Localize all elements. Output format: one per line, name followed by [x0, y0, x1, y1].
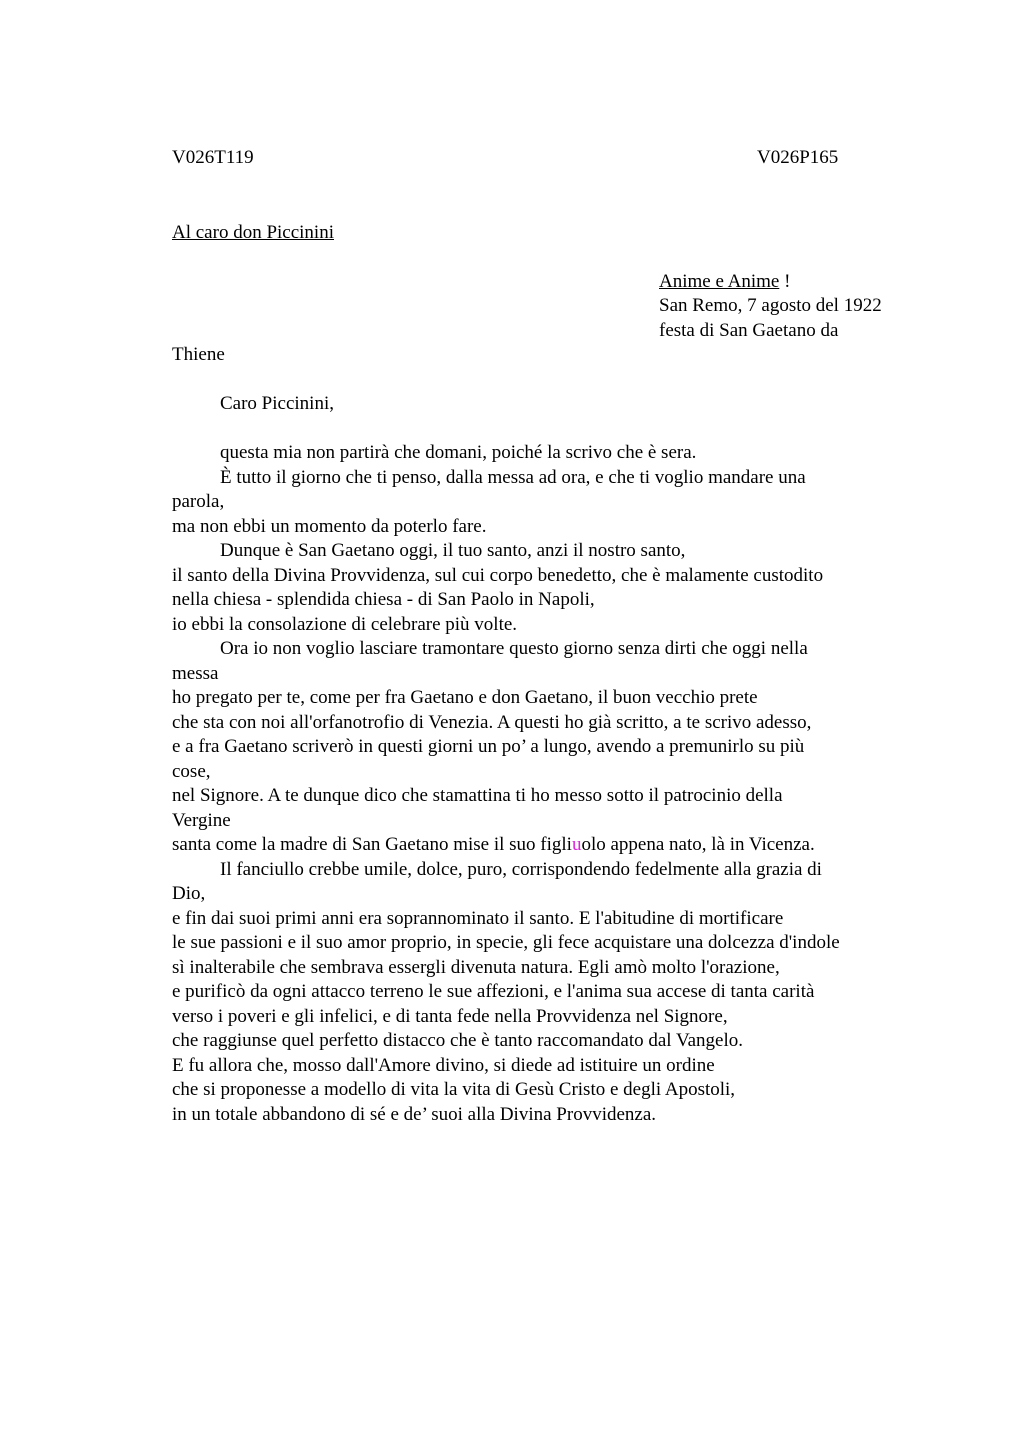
- body-line: Ora io non voglio lasciare tramontare questo giorno senza dirti che oggi nella: [220, 638, 808, 659]
- feast-continuation: Thiene: [172, 344, 225, 365]
- body-line: messa: [172, 663, 219, 684]
- body-line: e purificò da ogni attacco terreno le sue affezioni, e l'anima sua accese di tanta carità: [172, 981, 815, 1002]
- motto-suffix: !: [779, 271, 791, 292]
- address-line: Al caro don Piccinini: [172, 222, 334, 243]
- body-line: Il fanciullo crebbe umile, dolce, puro, corrispondendo fedelmente alla grazia di: [220, 859, 822, 880]
- highlighted-letter: u: [571, 834, 582, 855]
- body-line: e fin dai suoi primi anni era soprannominato il santo. E l'abitudine di mortificare: [172, 908, 784, 929]
- body-line: Dunque è San Gaetano oggi, il tuo santo, anzi il nostro santo,: [220, 540, 686, 561]
- body-line: che sta con noi all'orfanotrofio di Venezia. A questi ho già scritto, a te scrivo adesso,: [172, 712, 812, 733]
- body-line: E fu allora che, mosso dall'Amore divino, si diede ad istituire un ordine: [172, 1055, 715, 1076]
- header-right-code: V026P165: [757, 147, 839, 168]
- body-line: questa mia non partirà che domani, poiché la scrivo che è sera.: [220, 442, 697, 463]
- feast-line: festa di San Gaetano da: [659, 320, 839, 341]
- place-date: San Remo, 7 agosto del 1922: [659, 295, 882, 316]
- body-line-part: olo appena nato, là in Vicenza.: [581, 834, 815, 855]
- header-left-code: V026T119: [172, 147, 254, 168]
- body-line: il santo della Divina Provvidenza, sul cui corpo benedetto, che è malamente custodito: [172, 565, 824, 586]
- body-line: che raggiunse quel perfetto distacco che è tanto raccomandato dal Vangelo.: [172, 1030, 743, 1051]
- body-line: e a fra Gaetano scriverò in questi giorni un po’ a lungo, avendo a premunirlo su più: [172, 736, 805, 757]
- body-line: ho pregato per te, come per fra Gaetano e don Gaetano, il buon vecchio prete: [172, 687, 758, 708]
- body-line-part: santa come la madre di San Gaetano mise il suo figli: [172, 834, 572, 855]
- body-line: È tutto il giorno che ti penso, dalla messa ad ora, e che ti voglio mandare una: [220, 467, 806, 488]
- body-line: [172, 833, 815, 858]
- body-line: verso i poveri e gli infelici, e di tanta fede nella Provvidenza nel Signore,: [172, 1006, 728, 1027]
- motto-underlined: Anime e Anime: [659, 271, 780, 292]
- body-line: Dio,: [172, 883, 206, 904]
- body-line: nella chiesa - splendida chiesa - di San Paolo in Napoli,: [172, 589, 595, 610]
- body-line: in un totale abbandono di sé e de’ suoi alla Divina Provvidenza.: [172, 1104, 657, 1125]
- body-line: io ebbi la consolazione di celebrare più volte.: [172, 614, 518, 635]
- body-line: sì inalterabile che sembrava essergli divenuta natura. Egli amò molto l'orazione,: [172, 957, 780, 978]
- body-line: ma non ebbi un momento da poterlo fare.: [172, 516, 487, 537]
- body-line: nel Signore. A te dunque dico che stamattina ti ho messo sotto il patrocinio della: [172, 785, 783, 806]
- body-line: le sue passioni e il suo amor proprio, in specie, gli fece acquistare una dolcezza d'indole: [172, 932, 840, 953]
- salutation: Caro Piccinini,: [220, 393, 334, 414]
- body-line: Vergine: [172, 810, 231, 831]
- body-line: cose,: [172, 761, 211, 782]
- body-line: che si proponesse a modello di vita la vita di Gesù Cristo e degli Apostoli,: [172, 1079, 736, 1100]
- body-line: parola,: [172, 491, 225, 512]
- motto-line: [659, 270, 790, 295]
